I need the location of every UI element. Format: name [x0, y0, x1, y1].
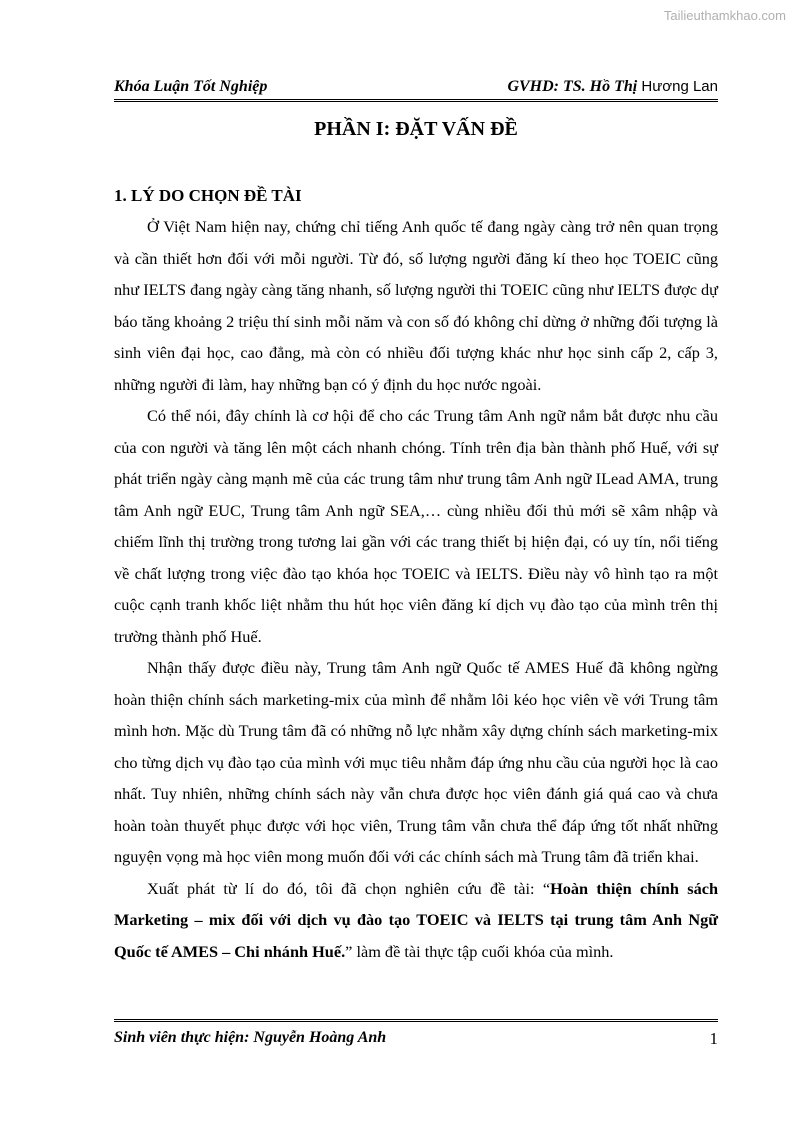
- page-number: 1: [709, 1029, 718, 1048]
- header-advisor: [507, 78, 718, 96]
- page-header: [114, 78, 718, 98]
- header-divider: [114, 99, 718, 102]
- paragraph: Có thể nói, đây chính là cơ hội để cho các Trung tâm Anh ngữ nắm bắt được nhu cầu của con người và tăng lên một cách nhanh chóng. Tính trên địa bàn thành phố Huế, với sự phát triển ngày càng mạnh mẽ của các trung tâm như trung tâm Anh ngữ ILead AMA, trung tâm Anh ngữ EUC, Trung tâm Anh ngữ SEA,… cùng nhiều đối thủ mới sẽ xâm nhập và chiếm lĩnh thị trường trong tương lai gần với các trang thiết bị hiện đại, có uy tín, nổi tiếng về chất lượng trong việc đào tạo khóa học TOEIC và IELTS. Điều này vô hình tạo ra một cuộc cạnh tranh khốc liệt nhằm thu hút học viên đăng kí dịch vụ đào tạo của mình trên thị trường thành phố Huế.: [114, 406, 718, 646]
- paragraph: Ở Việt Nam hiện nay, chứng chỉ tiếng Anh quốc tế đang ngày càng trở nên quan trọng và cần thiết hơn đối với mỗi người. Từ đó, số lượng người đăng kí theo học TOEIC cũng như IELTS đang ngày càng tăng nhanh, số lượng người thi TOEIC cũng như IELTS được dự báo tăng khoảng 2 triệu thí sinh mỗi năm và con số đó không chỉ dừng ở những đối tượng là sinh viên đại học, cao đẳng, mà còn có nhiều đối tượng khác như học sinh cấp 2, cấp 3, những người đi làm, hay những bạn có ý định du học nước ngoài.: [114, 217, 718, 394]
- main-content: [114, 184, 718, 967]
- header-advisor-prefix: GVHD: TS. Hồ Thị: [507, 78, 638, 95]
- page-title: PHẦN I: ĐẶT VẤN ĐỀ: [314, 118, 518, 140]
- paragraph-topic: [114, 873, 718, 968]
- watermark: Tailieuthamkhao.com: [663, 8, 786, 23]
- footer-student: Sinh viên thực hiện: Nguyễn Hoàng Anh: [114, 1029, 387, 1046]
- header-thesis-label: Khóa Luận Tốt Nghiệp: [114, 78, 268, 95]
- topic-outro: ” làm đề tài thực tập cuối khóa của mình.: [345, 941, 614, 961]
- section-heading: 1. LÝ DO CHỌN ĐỀ TÀI: [114, 186, 302, 205]
- topic-intro: Xuất phát từ lí do đó, tôi đã chọn nghiên cứu đề tài: “: [147, 878, 551, 898]
- page-footer: [114, 1029, 718, 1051]
- header-advisor-suffix: Hương Lan: [637, 78, 718, 95]
- footer-divider: [114, 1019, 718, 1022]
- topic-title: Hoàn thiện chính sách Marketing – mix đối với dịch vụ đào tạo TOEIC và IELTS tại trung tâm Anh Ngữ Quốc tế AMES – Chi nhánh Huế.: [114, 878, 718, 961]
- paragraph: Nhận thấy được điều này, Trung tâm Anh ngữ Quốc tế AMES Huế đã không ngừng hoàn thiện chính sách marketing-mix của mình để nhằm lôi kéo học viên về với Trung tâm mình hơn. Mặc dù Trung tâm đã có những nỗ lực nhằm xây dựng chính sách marketing-mix cho từng dịch vụ đào tạo của mình với mục tiêu nhằm đáp ứng nhu cầu của người học là cao nhất. Tuy nhiên, những chính sách này vẫn chưa được học viên đánh giá quá cao và chưa hoàn toàn thuyết phục được với học viên, Trung tâm vẫn chưa thể đáp ứng tốt nhất những nguyện vọng mà học viên mong muốn đối với các chính sách mà Trung tâm đã triển khai.: [114, 658, 718, 866]
